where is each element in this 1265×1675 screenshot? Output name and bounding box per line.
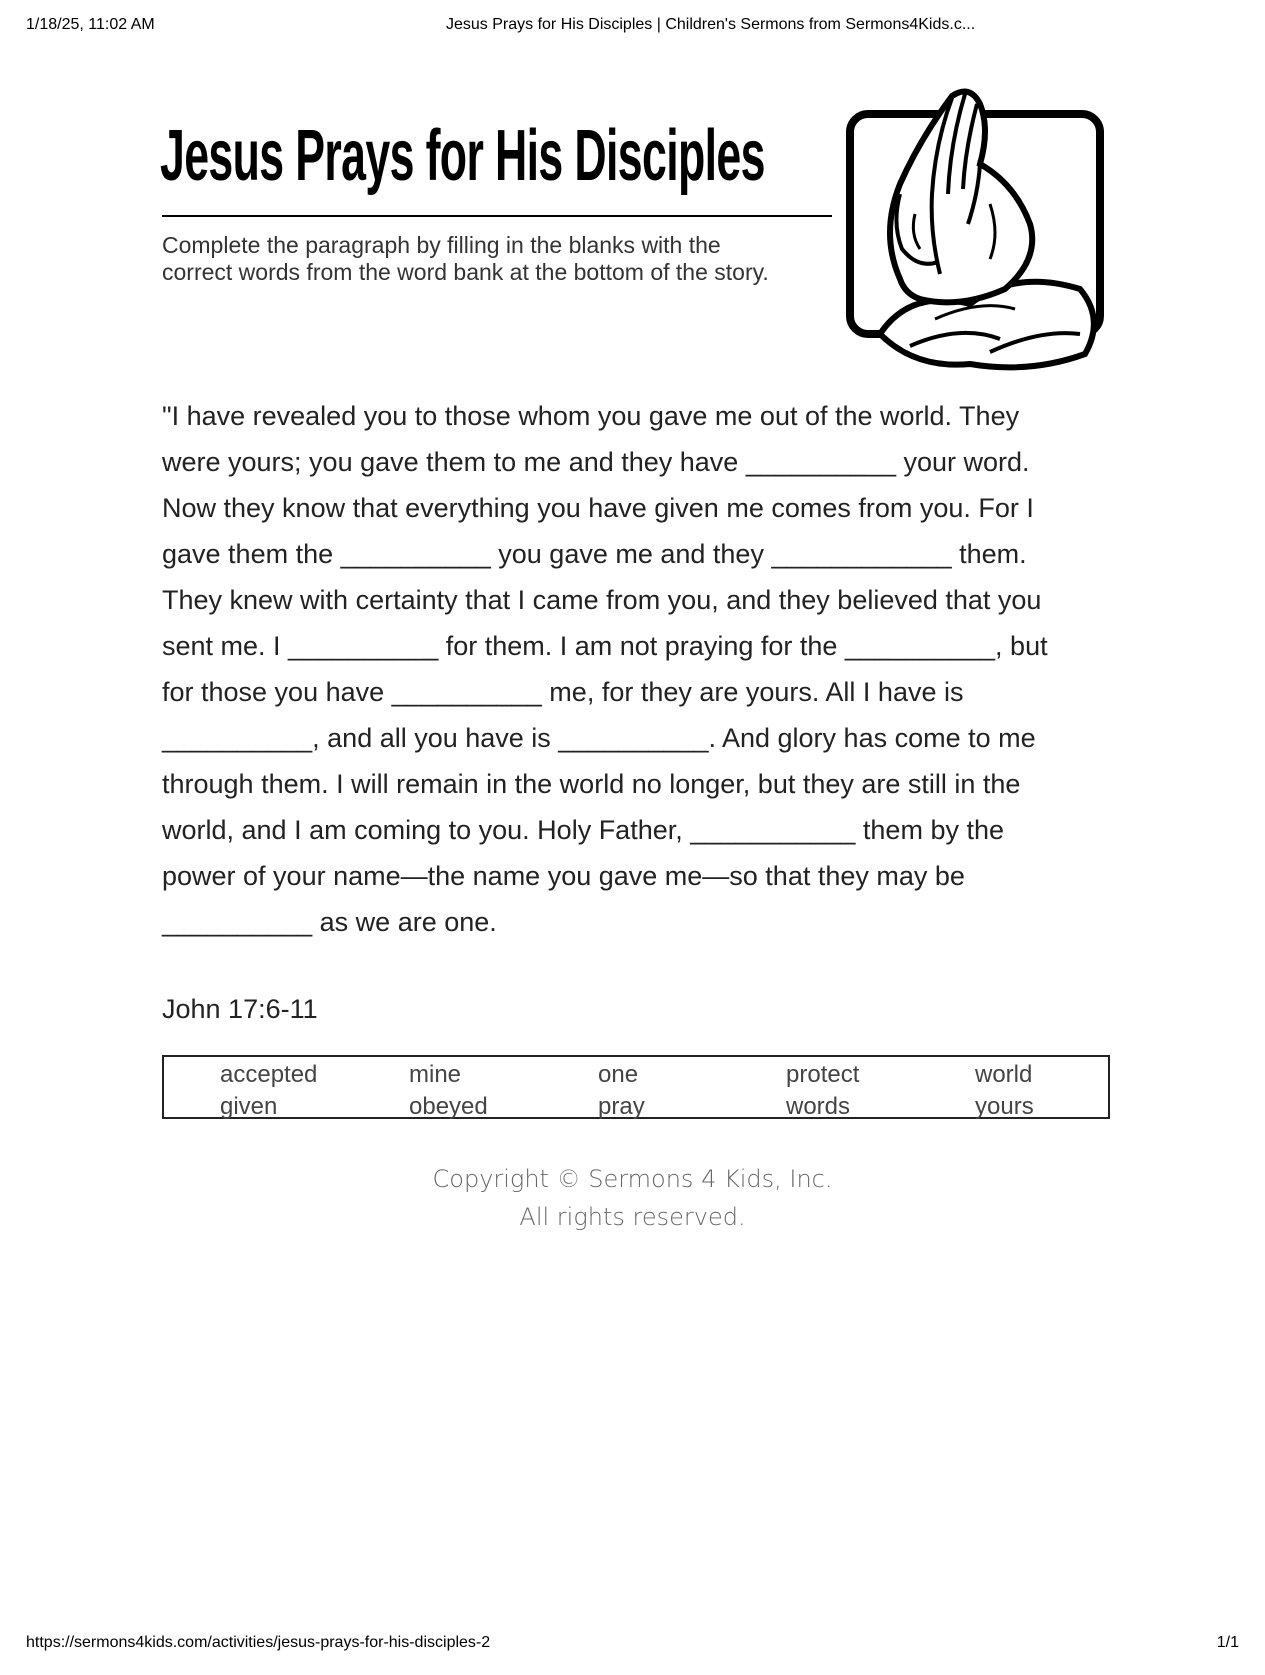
print-url: https://sermons4kids.com/activities/jesus-prays-for-his-disciples-2: [26, 1634, 491, 1651]
word-bank-word: pray: [598, 1093, 645, 1120]
word-bank-word: world: [975, 1061, 1033, 1088]
word-bank-word: accepted: [220, 1061, 318, 1088]
story-line: Now they know that everything you have given me comes from you. For I: [162, 493, 1034, 523]
copyright-notice: [0, 1160, 1265, 1236]
print-page-title: Jesus Prays for His Disciples | Children's Sermons from Sermons4Kids.c...: [446, 16, 976, 33]
word-bank-column: [598, 1059, 645, 1123]
story-line: sent me. I __________ for them. I am not praying for the __________, but: [162, 631, 1048, 661]
worksheet-instructions: [162, 232, 822, 286]
print-datetime: 1/18/25, 11:02 AM: [26, 16, 155, 33]
instruction-line: correct words from the word bank at the bottom of the story.: [162, 259, 769, 285]
word-bank-word: one: [598, 1061, 639, 1088]
word-bank-word: yours: [975, 1093, 1034, 1120]
word-bank-column: [786, 1059, 859, 1123]
instruction-line: Complete the paragraph by filling in the blanks with the: [162, 232, 721, 258]
story-line: were yours; you gave them to me and they have __________ your word.: [162, 447, 1030, 477]
print-page-count: 1/1: [1216, 1634, 1239, 1651]
story-line: They knew with certainty that I came from you, and they believed that you: [162, 585, 1042, 615]
story-line: through them. I will remain in the world no longer, but they are still in the: [162, 769, 1021, 799]
story-line: gave them the __________ you gave me and they ____________ them.: [162, 539, 1027, 569]
title-divider: [162, 215, 832, 217]
word-bank-word: mine: [409, 1061, 462, 1088]
copyright-line: Copyright © Sermons 4 Kids, Inc.: [432, 1165, 833, 1193]
word-bank-word: obeyed: [409, 1093, 488, 1120]
word-bank-word: protect: [786, 1061, 860, 1088]
story-line: __________ as we are one.: [162, 907, 497, 937]
word-bank-column: [409, 1059, 488, 1123]
worksheet-title: Jesus Prays for His Disciples: [160, 116, 765, 196]
word-bank: [162, 1055, 1110, 1119]
word-bank-word: given: [220, 1093, 278, 1120]
scripture-reference: John 17:6-11: [162, 994, 318, 1024]
word-bank-column: [975, 1059, 1034, 1123]
rights-line: All rights reserved.: [519, 1203, 746, 1231]
story-line: world, and I am coming to you. Holy Father, ___________ them by the: [162, 815, 1004, 845]
story-line: for those you have __________ me, for they are yours. All I have is: [162, 677, 964, 707]
word-bank-column: [220, 1059, 317, 1123]
word-bank-word: words: [786, 1093, 851, 1120]
story-line: "I have revealed you to those whom you gave me out of the world. They: [162, 401, 1020, 431]
story-line: __________, and all you have is __________. And glory has come to me: [162, 723, 1036, 753]
fill-in-story: [162, 393, 1122, 945]
praying-hands-icon: [840, 84, 1120, 374]
story-line: power of your name—the name you gave me—so that they may be: [162, 861, 965, 891]
